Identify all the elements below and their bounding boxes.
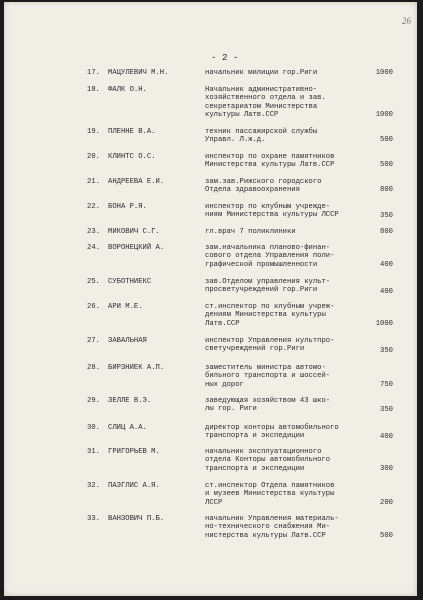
row-number: 28. <box>87 364 100 372</box>
amount: 400 <box>380 261 393 269</box>
person-name: ПАЭГЛИС А.Я. <box>108 482 160 490</box>
person-position: начальник милиции гор.Риги <box>205 69 318 77</box>
amount: 1000 <box>375 111 393 119</box>
person-name: ЗЕЛЛЕ В.Э. <box>108 397 152 405</box>
person-name: БОНА Р.Я. <box>108 203 147 211</box>
row-number: 20. <box>87 153 100 161</box>
person-name: МАЦУЛЕВИЧ М.Н. <box>108 69 169 77</box>
row-number: 21. <box>87 178 100 186</box>
person-name: ГРИГОРЬЕВ М. <box>108 448 160 456</box>
person-position: заместитель министра автомо- бильного транспорта и шоссей- ных дорог <box>205 364 331 389</box>
row-number: 30. <box>87 424 100 432</box>
person-name: КЛИНТС О.С. <box>108 153 156 161</box>
row-number: 25. <box>87 278 100 286</box>
person-position: инспектор по охране памятников Министерства культуры Латв.ССР <box>205 153 335 170</box>
amount: 500 <box>380 532 393 540</box>
row-number: 17. <box>87 69 100 77</box>
person-position: техник пассажирской службы Управл. Л.ж.д. <box>205 128 318 145</box>
person-name: ПЛЕННЕ В.А. <box>108 128 156 136</box>
person-name: АРИ М.Е. <box>108 303 143 311</box>
person-position: заведующая хозяйством 43 шко- лы гор. Риги <box>205 397 331 414</box>
amount: 500 <box>380 136 393 144</box>
amount: 750 <box>380 381 393 389</box>
person-position: ст.инспектор Отдела памятников и музеев Министерства культуры ЛССР <box>205 482 335 507</box>
row-number: 22. <box>87 203 100 211</box>
document-page <box>4 2 417 596</box>
person-name: АНДРЕЕВА Е.И. <box>108 178 165 186</box>
person-position: начальник эксплуатационного отдела Конторы автомобильного транспорта и экспедиции <box>205 448 331 473</box>
amount: 350 <box>380 406 393 414</box>
amount: 350 <box>380 212 393 220</box>
amount: 1000 <box>375 69 393 77</box>
person-position: зав.Отделом управления культ- просветучреждений гор.Риги <box>205 278 331 295</box>
person-position: директор конторы автомобильного транспорта и экспедиции <box>205 424 339 441</box>
row-number: 26. <box>87 303 100 311</box>
person-name: ФАЛК О.Н. <box>108 86 147 94</box>
person-name: ВАНЗОВИЧ П.Б. <box>108 515 165 523</box>
person-name: МИКОВИЧ С.Г. <box>108 228 160 236</box>
amount: 800 <box>380 186 393 194</box>
amount: 400 <box>380 433 393 441</box>
amount: 500 <box>380 161 393 169</box>
amount: 300 <box>380 465 393 473</box>
amount: 200 <box>380 499 393 507</box>
row-number: 19. <box>87 128 100 136</box>
row-number: 27. <box>87 337 100 345</box>
amount: 1000 <box>375 320 393 328</box>
row-number: 33. <box>87 515 100 523</box>
person-position: зам.начальника планово-финан- сового отдела Управления поли- графической промышленности <box>205 244 335 269</box>
person-position: Начальник административно- хозяйственного отдела и зав. секретариатом Министерства культуры Латв.ССР <box>205 86 326 120</box>
row-number: 31. <box>87 448 100 456</box>
row-number: 23. <box>87 228 100 236</box>
person-position: начальник Управления материаль- но-технического снабжения Ми- нистерства культуры Латв.ССР <box>205 515 339 540</box>
person-name: ВОРОНЕЦКИЙ А. <box>108 244 165 252</box>
row-number: 18. <box>87 86 100 94</box>
person-name: СУБОТНИЕКС <box>108 278 152 286</box>
amount: 400 <box>380 288 393 296</box>
person-position: гл.врач 7 поликлиники <box>205 228 296 236</box>
amount: 800 <box>380 228 393 236</box>
person-name: ЗАВАЛЬНАЯ <box>108 337 147 345</box>
row-number: 24. <box>87 244 100 252</box>
person-position: инспектор по клубным учрежде- ниям Министерства культуры ЛССР <box>205 203 339 220</box>
row-number: 32. <box>87 482 100 490</box>
person-position: инспектор Управления культпро- светучреждений гор.Риги <box>205 337 335 354</box>
row-number: 29. <box>87 397 100 405</box>
amount: 350 <box>380 347 393 355</box>
person-position: зам.зав.Рижского городского Отдела здравоохранения <box>205 178 322 195</box>
person-name: БИРЗНИЕК А.П. <box>108 364 165 372</box>
page-number: - 2 - <box>211 52 239 63</box>
folio-number: 26 <box>402 16 411 26</box>
person-name: СЛИЦ А.А. <box>108 424 147 432</box>
person-position: ст.инспектор по клубным учреж- дениям Министерства культуры Латв.ССР <box>205 303 335 328</box>
